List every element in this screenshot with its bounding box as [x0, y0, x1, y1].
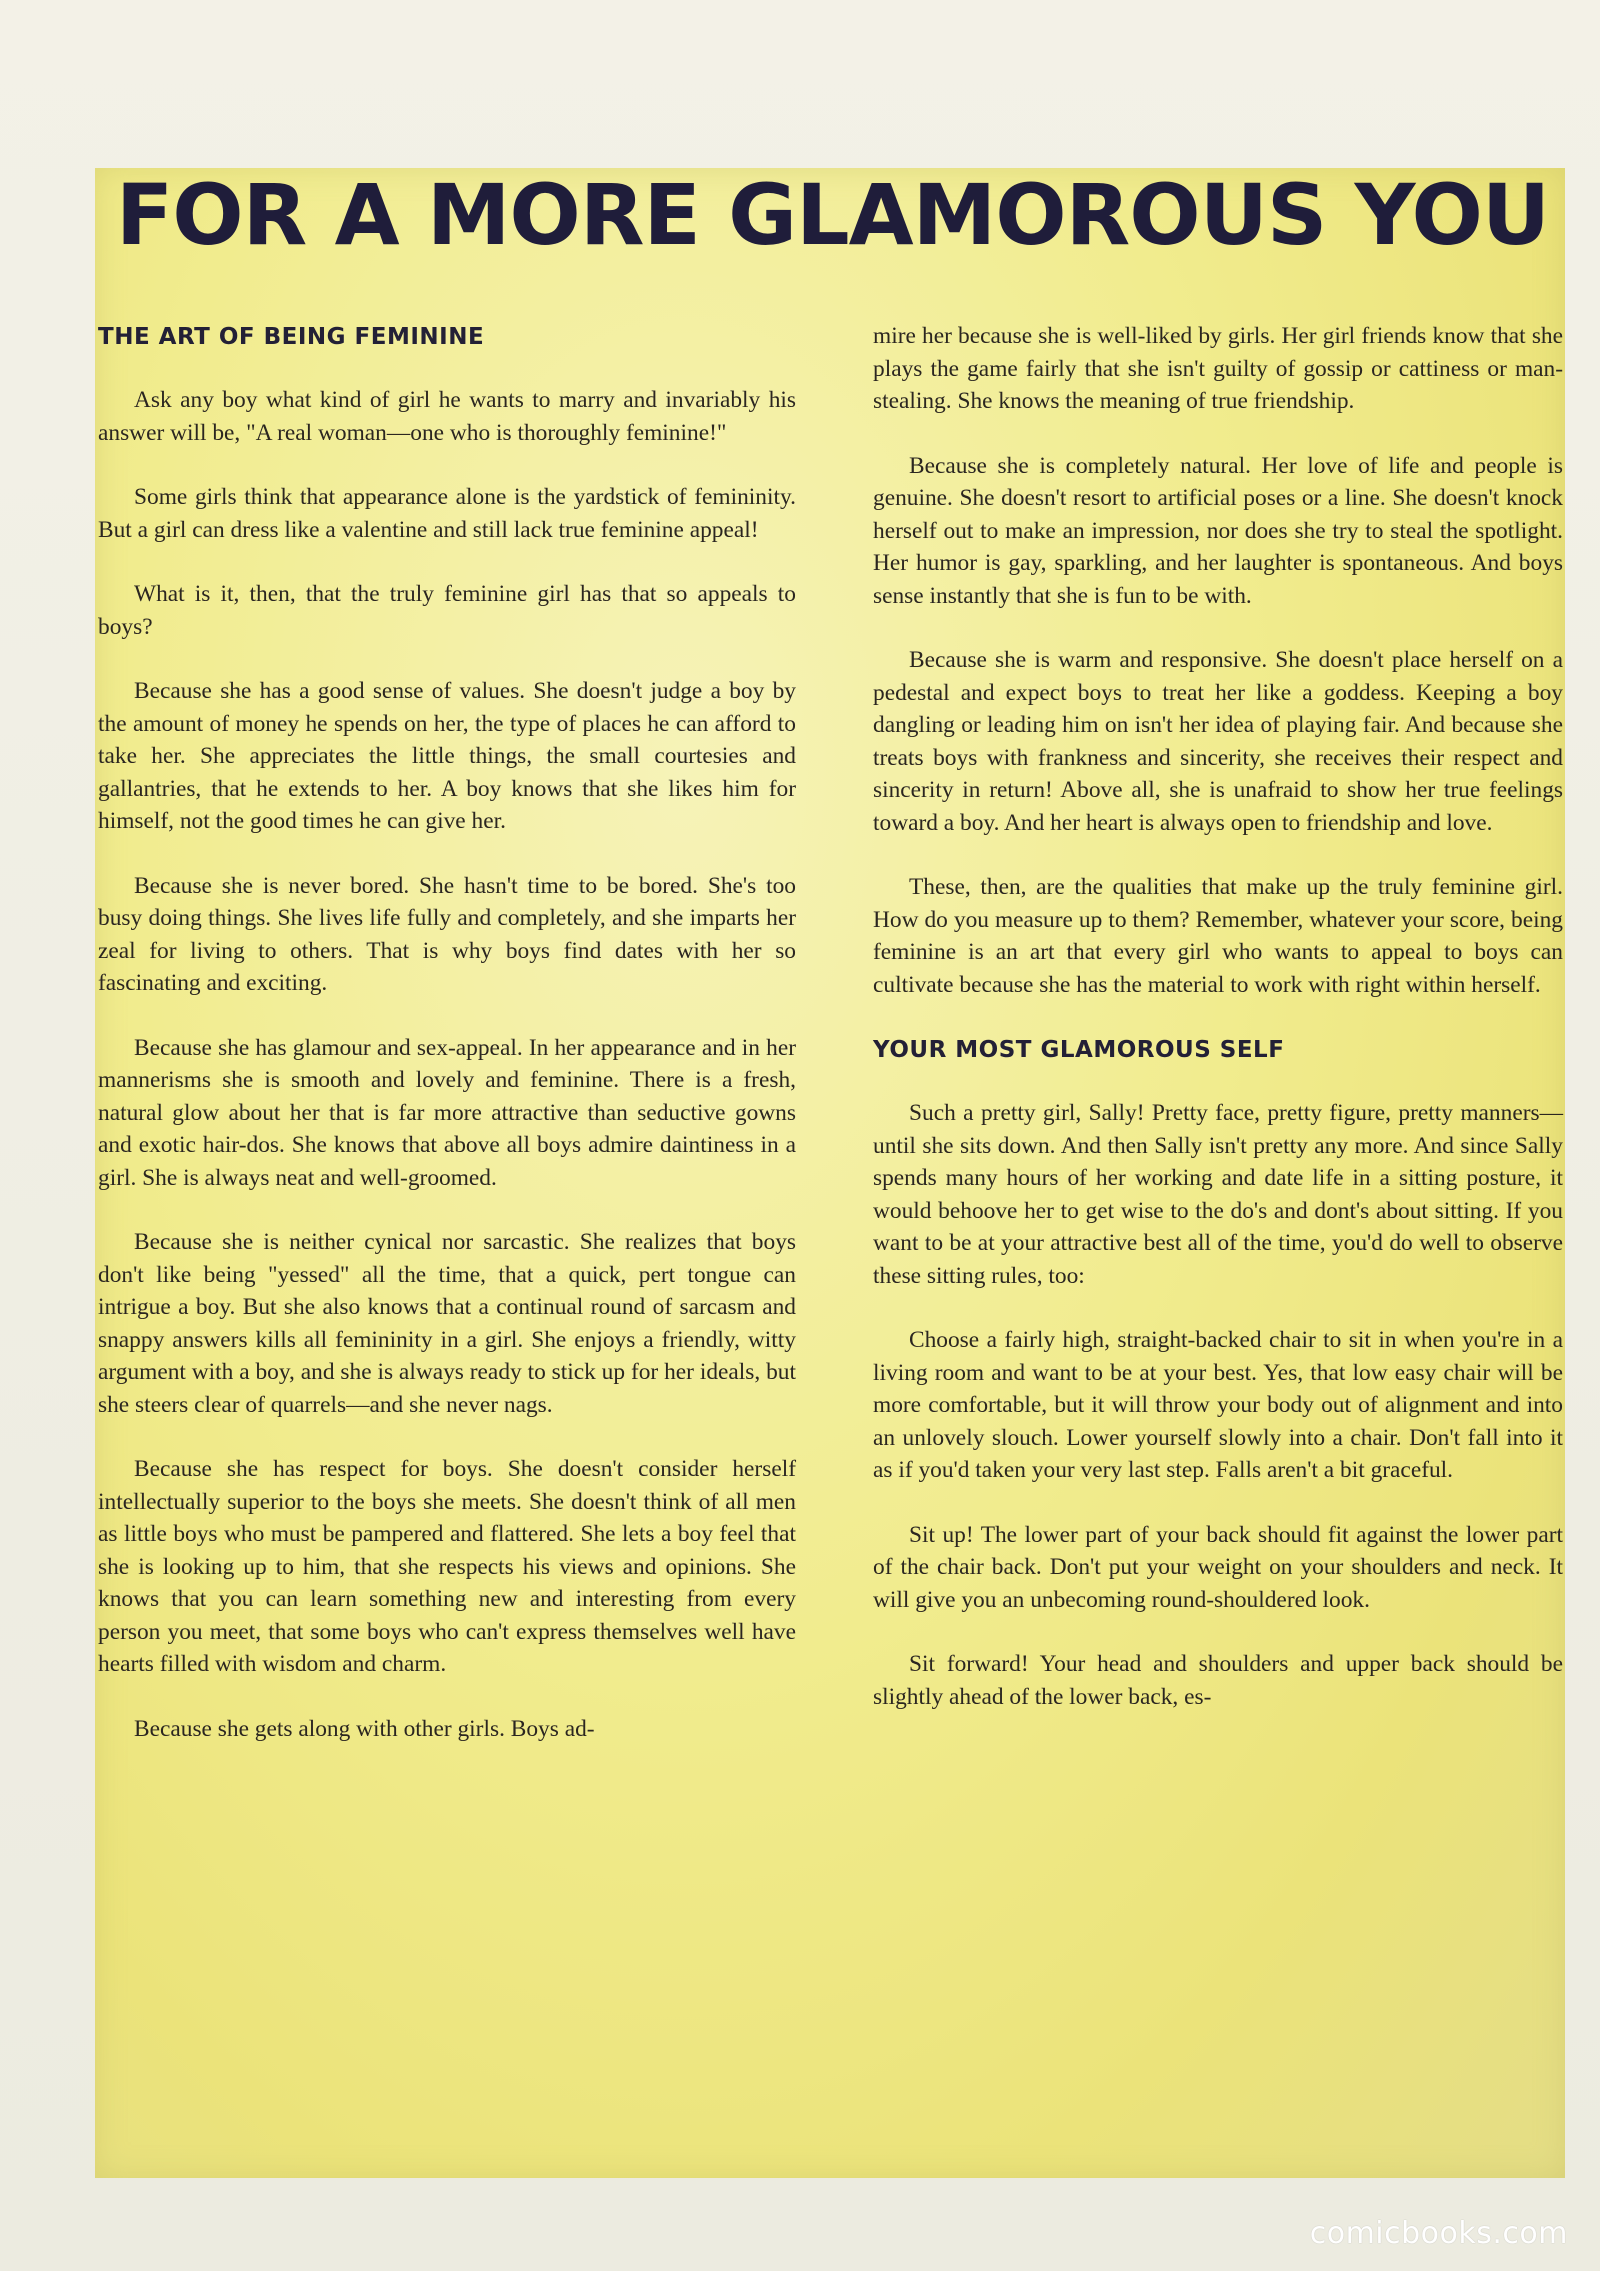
paragraph: mire her because she is well-liked by girls. Her girl friends know that she plays the game fairly that she isn't guilty of gossip or cattiness or man-stealing. She knows the meaning of true friendship. — [873, 323, 1563, 414]
paragraph: Such a pretty girl, Sally! Pretty face, pretty figure, pretty manners—until she sits down. And then Sally isn't pretty any more. And since Sally spends many hours of her working and date life in a sitting posture, it would behoove her to get wise to the do's and dont's about sitting. If you want to be at your attractive best all of the time, you'd do well to observe these sitting rules, too: — [873, 1100, 1563, 1289]
paragraph: Because she has respect for boys. She doesn't consider herself intellectually superior to the boys she meets. She doesn't think of all men as little boys who must be pampered and flattered. She lets a boy feel that she is looking up to him, that she respects his views and opinions. She knows that you can learn something new and interesting from every person you meet, that some boys who can't express themselves well have hearts filled with wisdom and charm. — [98, 1456, 796, 1677]
paragraph: What is it, then, that the truly feminine girl has that so appeals to boys? — [98, 581, 796, 640]
paragraph: These, then, are the qualities that make up the truly feminine girl. How do you measure up to them? Remember, whatever your score, being feminine is an art that every girl who wants to appeal to boys can cultivate because she has the material to work with right within herself. — [873, 874, 1563, 998]
paragraph: Because she is neither cynical nor sarcastic. She realizes that boys don't like being "yessed" all the time, that a quick, pert tongue can intrigue a boy. But she also knows that a continual round of sarcasm and snappy answers kills all femininity in a girl. She enjoys a friendly, witty argument with a boy, and she is always ready to stick up for her ideals, but she steers clear of quarrels—and she never nags. — [98, 1229, 796, 1418]
paragraph: Because she is never bored. She hasn't time to be bored. She's too busy doing things. She lives life fully and completely, and she imparts her zeal for living to others. That is why boys find dates with her so fascinating and exciting. — [98, 872, 796, 996]
right-column — [873, 320, 1563, 1745]
section-heading-feminine: THE ART OF BEING FEMININE — [98, 324, 485, 350]
paragraph: Choose a fairly high, straight-backed chair to sit in when you're in a living room and want to be at your best. Yes, that low easy chair will be more comfortable, but it will throw your body out of alignment and into an unlovely slouch. Lower yourself slowly into a chair. Don't fall into it as if you'd taken your very last step. Falls aren't a bit graceful. — [873, 1327, 1563, 1483]
paragraph: Because she gets along with other girls. Boys ad- — [134, 1715, 595, 1742]
watermark: comicbooks.com — [1309, 2216, 1568, 2251]
left-column — [98, 320, 796, 1777]
section-heading-glamorous-self: YOUR MOST GLAMOROUS SELF — [873, 1037, 1285, 1063]
paragraph: Because she is completely natural. Her love of life and people is genuine. She doesn't resort to artificial poses or a line. She doesn't knock herself out to make an impression, nor does she try to steal the spotlight. Her humor is gay, sparkling, and her laughter is spontaneous. And boys sense instantly that she is fun to be with. — [873, 452, 1563, 609]
page-title: FOR A MORE GLAMOROUS YOU — [115, 166, 1550, 264]
paragraph: Sit forward! Your head and shoulders and upper back should be slightly ahead of the lower back, es- — [873, 1651, 1563, 1710]
paragraph: Because she is warm and responsive. She doesn't place herself on a pedestal and expect boys to treat her like a goddess. Keeping a boy dangling or leading him on isn't her idea of playing fair. And because she treats boys with frankness and sincerity, she receives their respect and sincerity in return! Above all, she is unafraid to show her true feelings toward a boy. And her heart is always open to friendship and love. — [873, 647, 1563, 836]
paragraph: Some girls think that appearance alone is the yardstick of femininity. But a girl can dress like a valentine and still lack true feminine appeal! — [98, 484, 796, 543]
paragraph: Because she has a good sense of values. She doesn't judge a boy by the amount of money he spends on her, the type of places he can afford to take her. She appreciates the little things, the small courtesies and gallantries, that he extends to her. A boy knows that she likes him for himself, not the good times he can give her. — [98, 678, 796, 834]
paragraph: Because she has glamour and sex-appeal. In her appearance and in her mannerisms she is smooth and lovely and feminine. There is a fresh, natural glow about her that is far more attractive than seductive gowns and exotic hair-dos. She knows that above all boys admire daintiness in a girl. She is always neat and well-groomed. — [98, 1034, 796, 1191]
paragraph: Sit up! The lower part of your back should fit against the lower part of the chair back. Don't put your weight on your shoulders and neck. It will give you an unbecoming round-shouldered look. — [873, 1521, 1563, 1613]
paragraph: Ask any boy what kind of girl he wants to marry and invariably his answer will be, "A real woman—one who is thoroughly feminine!" — [98, 387, 796, 446]
